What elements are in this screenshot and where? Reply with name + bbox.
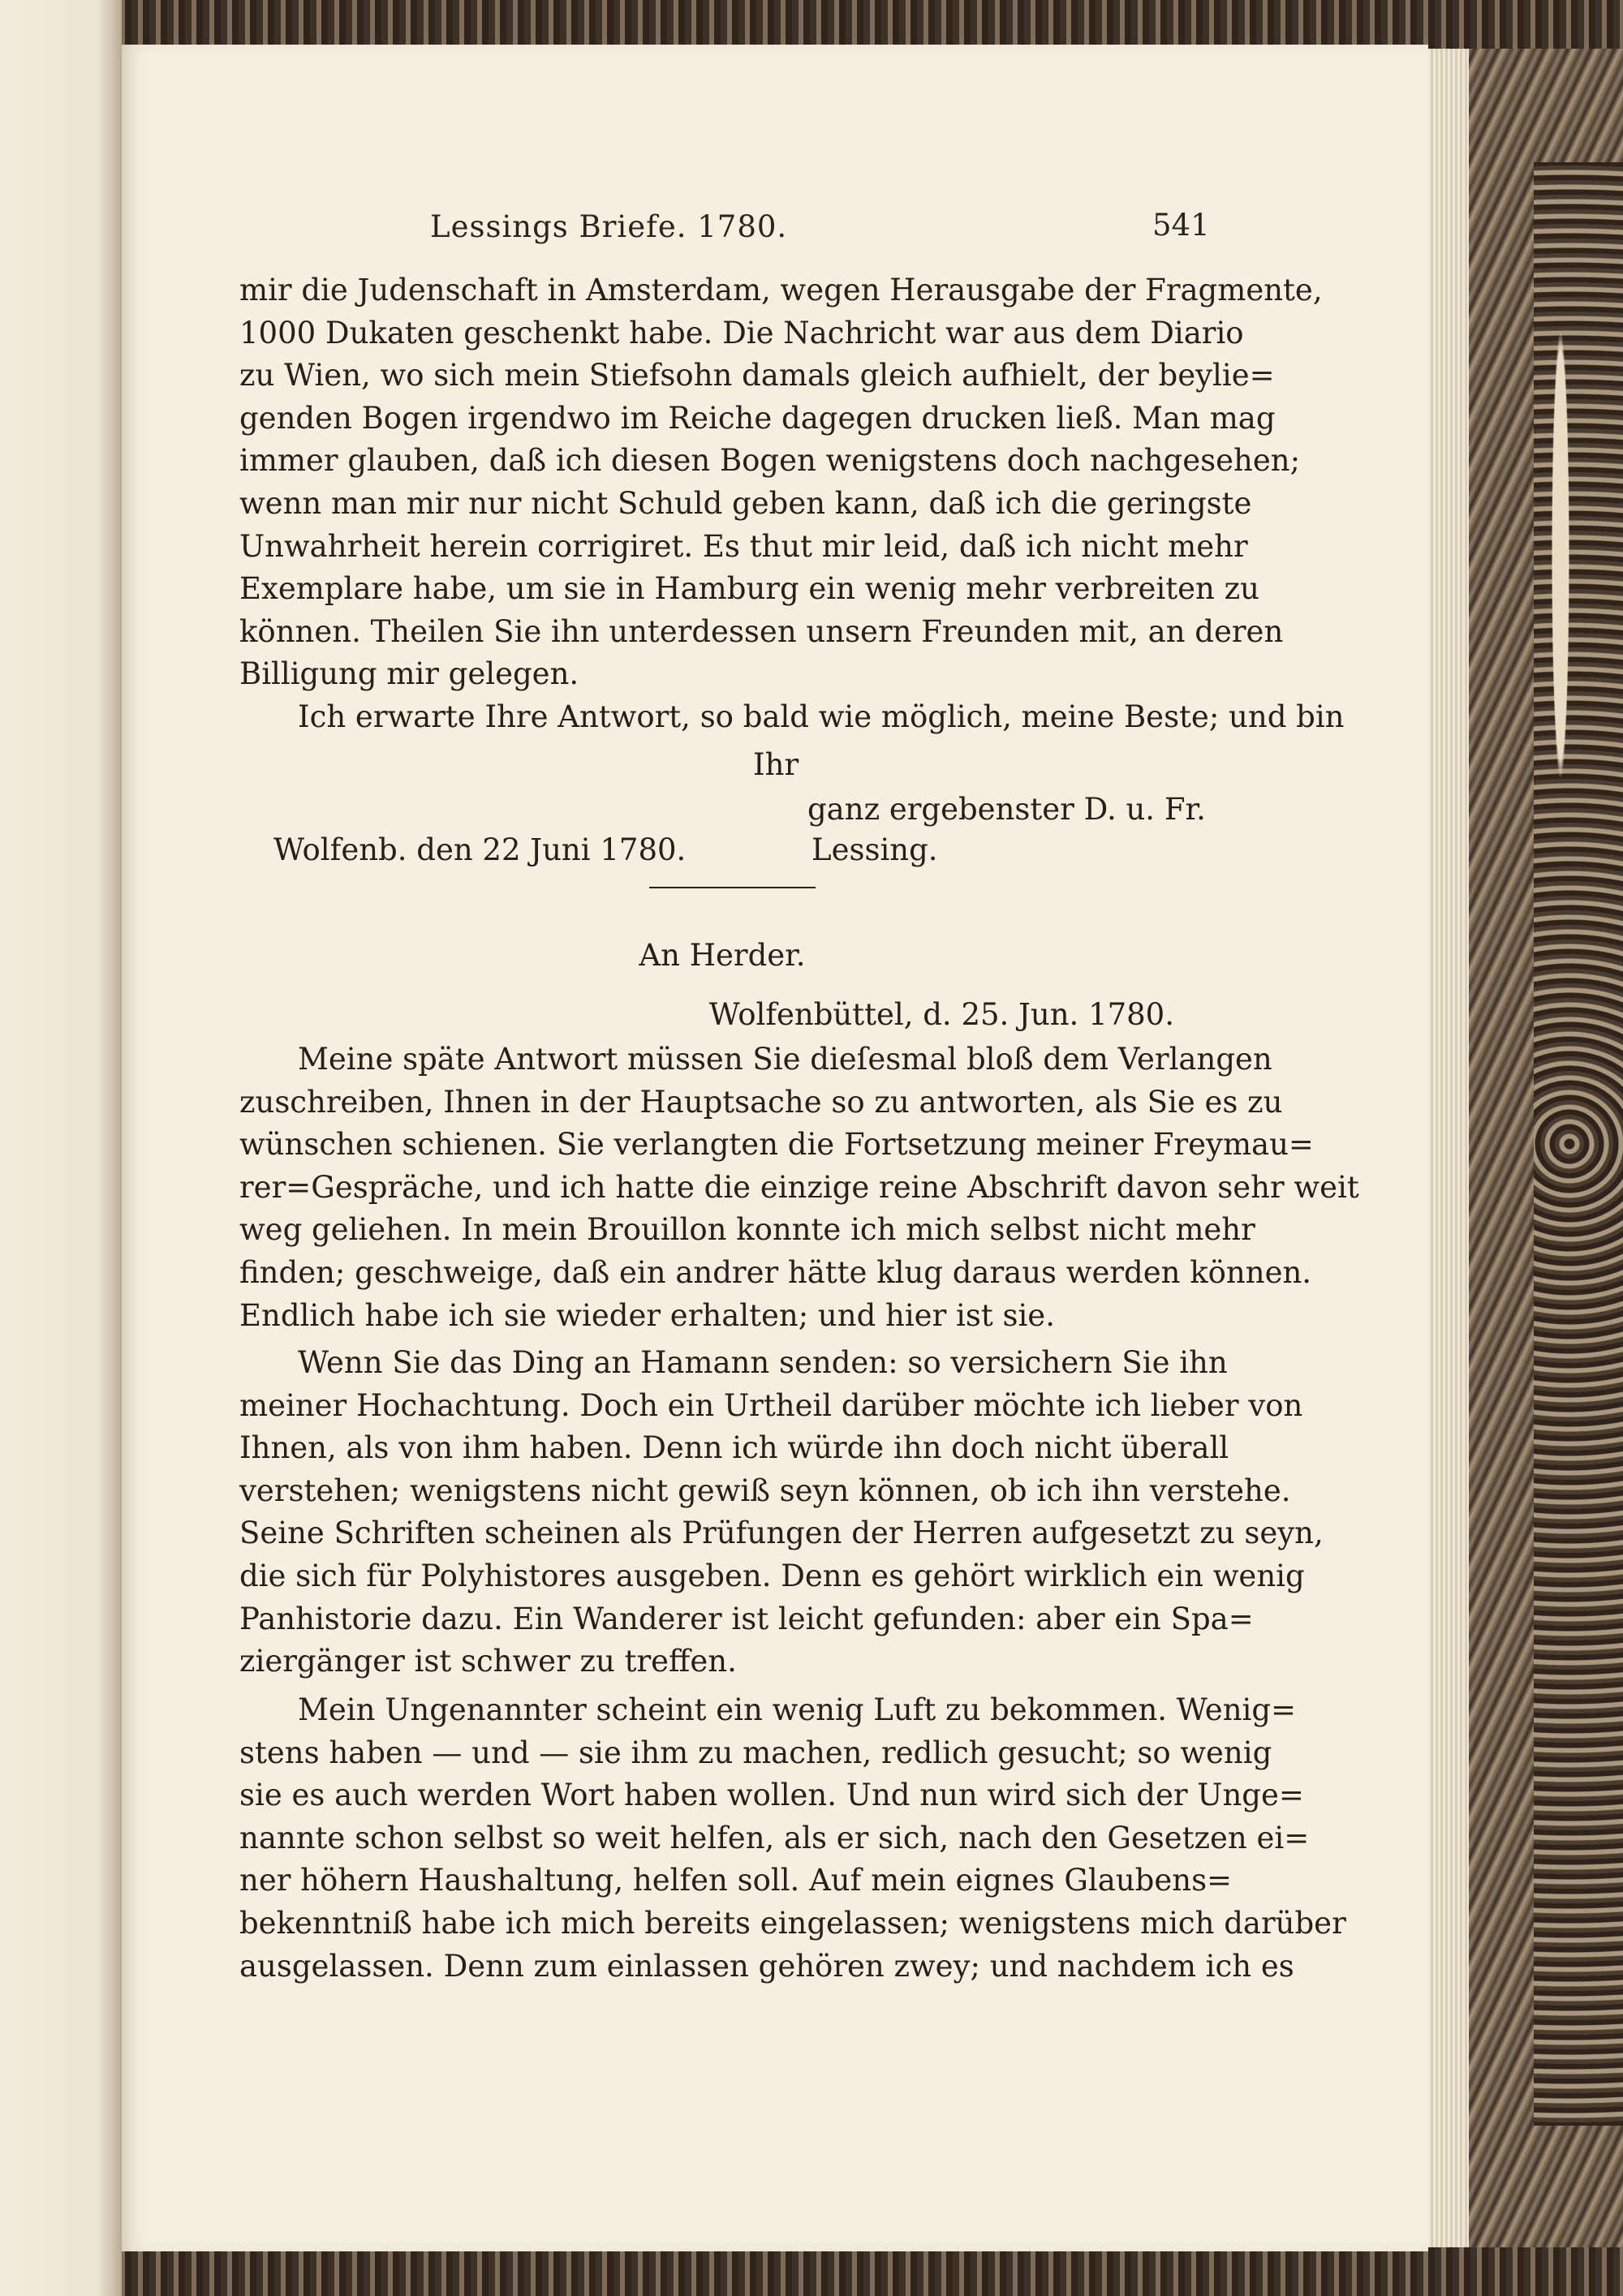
- closing-line: Ich erwarte Ihre Antwort, so bald wie möglich, meine Beste; und bin: [298, 699, 1345, 734]
- dateline: Wolfenbüttel, d. 25. Jun. 1780.: [708, 997, 1174, 1032]
- running-head: Lessings Briefe. 1780.: [430, 209, 788, 244]
- text-line: Wenn Sie das Ding an Hamann senden: so versichern Sie ihn: [298, 1345, 1228, 1380]
- text-line: ziergänger ist schwer zu treffen.: [239, 1644, 737, 1679]
- section-rule: [649, 887, 816, 888]
- text-line: mir die Judenschaft in Amsterdam, wegen Herausgabe der Fragmente,: [239, 273, 1323, 307]
- letter-2-paragraph-2: [239, 1342, 1324, 1683]
- text-line: wenn man mir nur nicht Schuld geben kann, daß ich die geringste: [239, 485, 1252, 521]
- leather-edge-bottom: [114, 2247, 1623, 2296]
- text-line: genden Bogen irgendwo im Reiche dagegen drucken ließ. Man mag: [239, 400, 1276, 436]
- leather-edge-top: [114, 0, 1623, 49]
- text-line: Exemplare habe, um sie in Hamburg ein wenig mehr verbreiten zu: [239, 571, 1259, 607]
- text-line: können. Theilen Sie ihn unterdessen unsern Freunden mit, an deren: [239, 613, 1284, 649]
- text-line: zu Wien, wo sich mein Stiefsohn damals gleich aufhielt, der beylie=: [239, 358, 1275, 393]
- text-line: sie es auch werden Wort haben wollen. Und nun wird sich der Unge=: [239, 1778, 1304, 1813]
- text-line: Meine späte Antwort müssen Sie dieſesmal bloß dem Verlangen: [298, 1042, 1272, 1077]
- text-line: zuschreiben, Ihnen in der Hauptsache so zu antworten, als Sie es zu: [239, 1084, 1283, 1120]
- page-number: 541: [1152, 208, 1210, 243]
- text-line: ner höhern Haushaltung, helfen soll. Auf mein eignes Glaubens=: [239, 1863, 1233, 1898]
- text-line: 1000 Dukaten geschenkt habe. Die Nachricht war aus dem Diario: [239, 315, 1244, 350]
- text-line: wünschen schienen. Sie verlangten die Fortsetzung meiner Freymau=: [239, 1127, 1314, 1163]
- facing-page-left: [0, 0, 122, 2296]
- text-line: Mein Ungenannter scheint ein wenig Luft zu bekommen. Wenig=: [298, 1692, 1297, 1727]
- letter-1-body: [239, 269, 1345, 739]
- text-line: meiner Hochachtung. Doch ein Urtheil darüber möchte ich lieber von: [239, 1387, 1303, 1423]
- text-line: verstehen; wenigstens nicht gewiß seyn können, ob ich ihn verstehe.: [239, 1473, 1291, 1508]
- signature: Lessing.: [812, 832, 938, 867]
- text-line: finden; geschweige, daß ein andrer hätte klug daraus werden können.: [239, 1254, 1312, 1290]
- text-line: Unwahrheit herein corrigiret. Es thut mir leid, daß ich nicht mehr: [239, 528, 1248, 564]
- ergebenster-line: ganz ergebenster D. u. Fr.: [807, 792, 1206, 827]
- text-line: Ihnen, als von ihm haben. Denn ich würde ihn doch nicht überall: [239, 1430, 1229, 1466]
- ihr-line: Ihr: [753, 747, 799, 782]
- letter-2-paragraph-1: [239, 1038, 1359, 1337]
- text-line: Panhistorie dazu. Ein Wanderer ist leicht gefunden: aber ein Spa=: [239, 1601, 1254, 1636]
- text-line: bekenntniß habe ich mich bereits eingelassen; wenigstens mich darüber: [239, 1905, 1346, 1941]
- text-line: Endlich habe ich sie wieder erhalten; und hier ist sie.: [239, 1297, 1055, 1333]
- text-line: stens haben — und — sie ihm zu machen, redlich gesucht; so wenig: [239, 1735, 1272, 1770]
- marbled-cover-right: [1534, 162, 1623, 2126]
- place-date: Wolfenb. den 22 Juni 1780.: [273, 832, 687, 867]
- text-line: ausgelassen. Denn zum einlassen gehören zwey; und nachdem ich es: [239, 1948, 1294, 1984]
- text-line: Billigung mir gelegen.: [239, 656, 579, 692]
- text-line: die sich für Polyhistores ausgeben. Denn es gehört wirklich ein wenig: [239, 1558, 1305, 1593]
- text-line: weg geliehen. In mein Brouillon konnte ich mich selbst nicht mehr: [239, 1212, 1255, 1248]
- text-line: Seine Schriften scheinen als Prüfungen der Herren aufgesetzt zu seyn,: [239, 1516, 1324, 1551]
- text-line: immer glauben, daß ich diesen Bogen wenigstens doch nachgesehen;: [239, 443, 1301, 479]
- letter-2-paragraph-3: [239, 1689, 1346, 1988]
- text-line: rer=Gespräche, und ich hatte die einzige reine Abschrift davon sehr weit: [239, 1169, 1359, 1205]
- letter-heading: An Herder.: [639, 938, 806, 973]
- text-line: nannte schon selbst so weit helfen, als er sich, nach den Gesetzen ei=: [239, 1820, 1310, 1855]
